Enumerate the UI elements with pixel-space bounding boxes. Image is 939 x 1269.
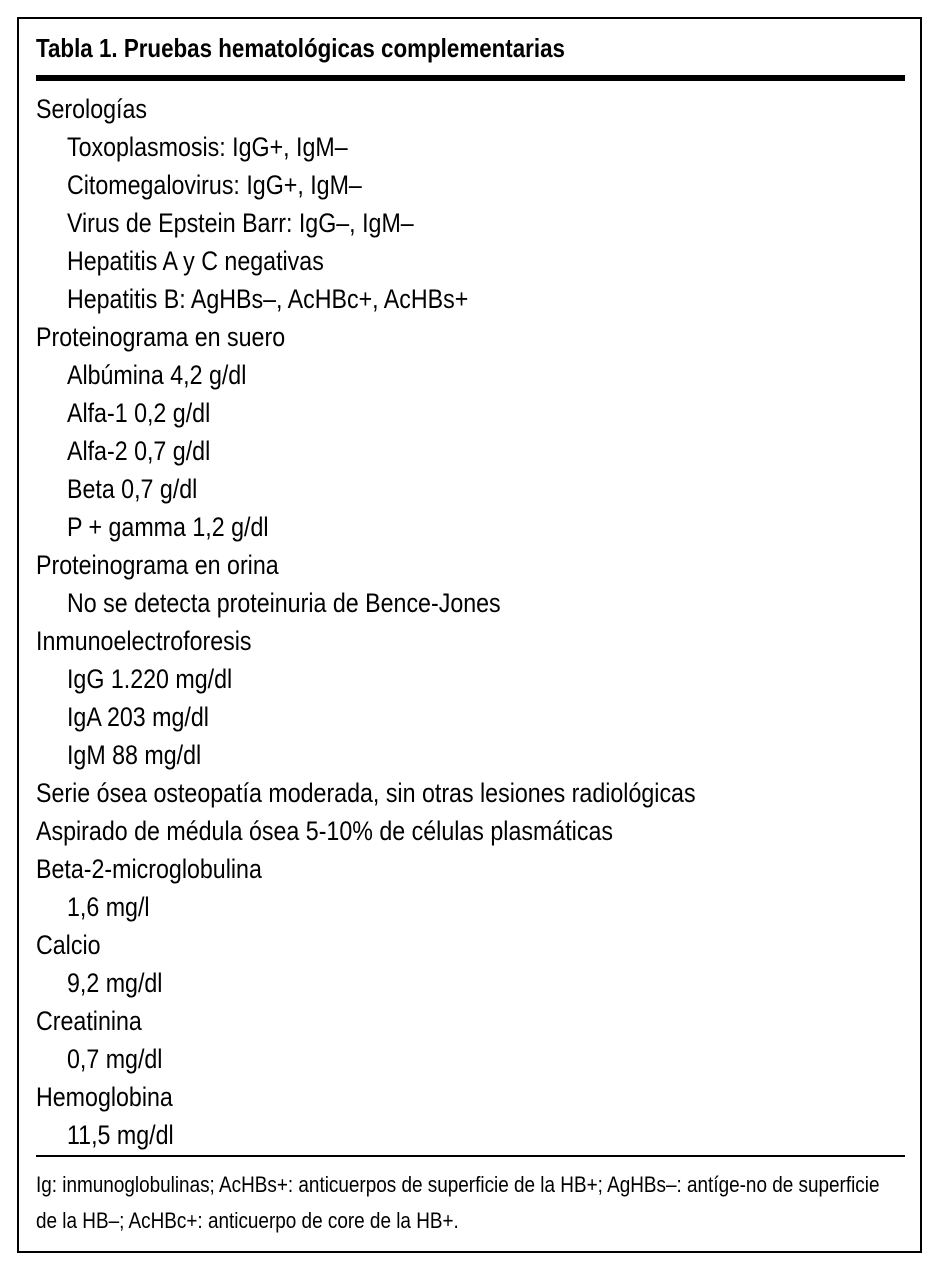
- table-row: 11,5 mg/dl: [66, 1120, 174, 1150]
- table-row: Proteinograma en suero: [36, 322, 286, 352]
- table-row: No se detecta proteinuria de Bence-Jones: [66, 588, 501, 618]
- table-row: Hemoglobina: [36, 1082, 173, 1112]
- title-divider: [36, 75, 905, 81]
- table-body: [36, 90, 905, 1154]
- table-row: Citomegalovirus: IgG+, IgM–: [66, 170, 362, 200]
- table-row: Virus de Epstein Barr: IgG–, IgM–: [66, 208, 414, 238]
- table-container: [17, 17, 922, 1253]
- table-row: Beta-2-microglobulina: [36, 854, 262, 884]
- table-row: Aspirado de médula ósea 5-10% de células plasmáticas: [36, 816, 613, 846]
- footnote-divider: [36, 1155, 905, 1157]
- table-row: IgG 1.220 mg/dl: [66, 664, 233, 694]
- table-row: 0,7 mg/dl: [66, 1044, 163, 1074]
- table-row: Inmunoelectroforesis: [36, 626, 252, 656]
- table-footnote: Ig: inmunoglobulinas; AcHBs+: anticuerpos de superficie de la HB+; AgHBs–: antíge-no de superficie de la HB–; AcHBc+: anticuerpo de core de la HB+.: [36, 1172, 880, 1233]
- table-row: Hepatitis B: AgHBs–, AcHBc+, AcHBs+: [66, 284, 469, 314]
- table-row: Proteinograma en orina: [36, 550, 279, 580]
- table-row: Serie ósea osteopatía moderada, sin otras lesiones radiológicas: [36, 778, 696, 808]
- table-title: Tabla 1. Pruebas hematológicas complementarias: [36, 33, 565, 63]
- table-row: Creatinina: [36, 1006, 142, 1036]
- table-row: Alfa-2 0,7 g/dl: [66, 436, 211, 466]
- table-row: Serologías: [36, 94, 148, 124]
- table-row: 1,6 mg/l: [66, 892, 150, 922]
- table-row: Hepatitis A y C negativas: [66, 246, 324, 276]
- table-row: P + gamma 1,2 g/dl: [66, 512, 269, 542]
- table-row: Calcio: [36, 930, 101, 960]
- table-row: 9,2 mg/dl: [66, 968, 163, 998]
- table-row: Beta 0,7 g/dl: [66, 474, 198, 504]
- table-row: IgM 88 mg/dl: [66, 740, 202, 770]
- table-row: Alfa-1 0,2 g/dl: [66, 398, 211, 428]
- table-row: IgA 203 mg/dl: [66, 702, 209, 732]
- table-row: Toxoplasmosis: IgG+, IgM–: [66, 132, 348, 162]
- table-row: Albúmina 4,2 g/dl: [66, 360, 247, 390]
